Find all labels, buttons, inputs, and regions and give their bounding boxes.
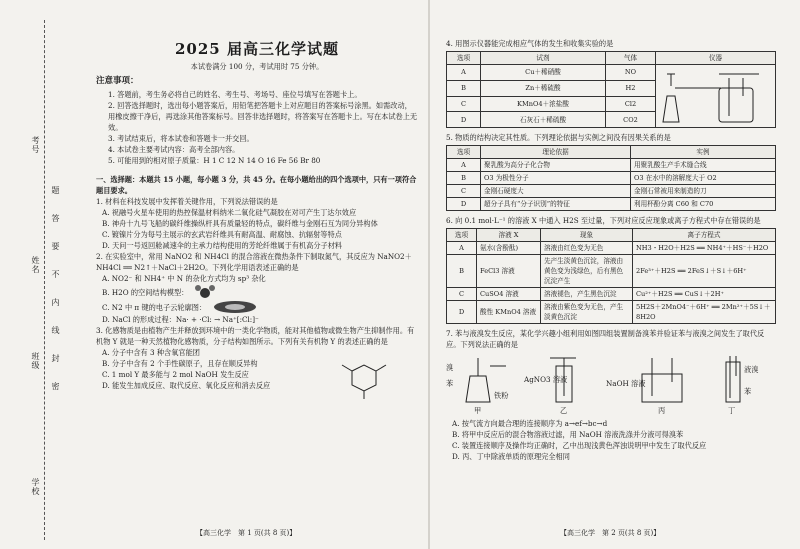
warn-7: 封 (51, 354, 60, 363)
note-4: 4. 本试卷主要考试内容：高考全部内容。 (108, 145, 240, 154)
notes-list (96, 89, 418, 166)
binding-margin (0, 0, 58, 549)
gas-apparatus-icon (659, 66, 769, 126)
q6-header: 溶液 X (477, 229, 541, 242)
name-label: 姓名 (31, 256, 40, 274)
school-label: 学校 (31, 478, 40, 496)
warn-5: 内 (51, 298, 60, 307)
table-row: A 聚乳酸为高分子化合物 用聚乳酸生产手术缝合线 (447, 159, 776, 172)
right-page (446, 38, 776, 462)
table-row: B Zn＋稀硫酸 H2 (447, 80, 776, 96)
warn-2: 答 (51, 214, 60, 223)
q7-stem: 7. 苯与液溴发生反应，某化学兴趣小组利用如图四组装置制备溴苯并验证苯与液溴之间发生了取代反应。下列说法正确的是 (446, 329, 765, 349)
exam-no-label: 考号 (31, 136, 40, 154)
pi-bond-cloud-icon (212, 300, 258, 314)
q1-option-c: C. 镀镍片分为每号主展示的玄武岩纤维具有耐高温、耐腐蚀、抗辐射等特点 (102, 230, 342, 239)
table-row: A Cu＋稀硝酸 NO (447, 65, 776, 81)
device-text-liquid-bromine: 液溴 (744, 365, 759, 374)
label-jia: 甲 (474, 406, 482, 415)
q3-option-b: B. 分子中含有 2 个手性碳原子，且存在顺反异构 (102, 359, 258, 368)
q5-header: 理论依据 (481, 146, 631, 159)
q7-apparatus (446, 352, 776, 416)
q4-header: 气体 (606, 52, 656, 65)
label-ding: 丁 (728, 406, 736, 415)
q2-option-c: C. N2 中 π 键的电子云轮廓图： (102, 302, 207, 312)
footer-left: 【高三化学 第 1 页(共 8 页)】 (196, 529, 297, 537)
q7-option-c: C. 装置连接顺序及操作均正确时，乙中出现浅黄色浑浊说明甲中发生了取代反应 (452, 441, 707, 450)
question-3 (96, 325, 418, 391)
warn-8: 密 (51, 382, 60, 391)
q3-option-c: C. 1 mol Y 最多能与 2 mol NaOH 发生反应 (102, 370, 249, 379)
footer-right: 【高三化学 第 2 页(共 8 页)】 (560, 529, 661, 537)
exam-info: 本试卷满分 100 分，考试用时 75 分钟。 (190, 62, 324, 71)
q7-option-b: B. 将甲中反应后的混合物溶液过滤，用 NaOH 溶液洗涤并分液可得溴苯 (452, 430, 684, 439)
table-row: B O3 为极性分子 O3 在水中的溶解度大于 O2 (447, 172, 776, 185)
q6-stem: 6. 向 0.1 mol·L⁻¹ 的溶液 X 中通入 H2S 至过量，下列对应反应现象或离子方程式中存在错误的是 (446, 216, 761, 225)
q6-header: 选项 (447, 229, 477, 242)
table-row: D 石灰石＋稀硫酸 CO2 (447, 112, 776, 128)
q6-table (446, 228, 776, 324)
page-fold (428, 0, 430, 549)
device-text-benzene-2: 苯 (744, 387, 752, 396)
q4-header: 选项 (447, 52, 481, 65)
apparatus-cell (656, 65, 776, 128)
molecule-y-structure-icon (332, 363, 392, 403)
question-1 (96, 196, 418, 251)
warn-3: 要 (51, 242, 60, 251)
q1-stem: 1. 材料在科技发展中发挥着关键作用，下列说法错误的是 (96, 197, 278, 206)
q2-stem: 2. 在实验室中，常用 NaNO2 和 NH4Cl 的混合溶液在微热条件下制取氮气，其反应为 NaNO2＋NH4Cl ══ N2↑＋NaCl＋2H2O。下列化学用语表述正确的是 (96, 252, 412, 272)
q1-option-b: B. 神舟十九号飞船的碳纤维操纵杆具有质量轻的特点，碳纤维与金刚石互为同分异构体 (102, 219, 378, 228)
class-label: 班级 (31, 352, 40, 370)
seal-line (44, 20, 45, 540)
q4-table (446, 51, 776, 128)
q4-stem: 4. 用图示仪器能完成相应气体的发生和收集实验的是 (446, 39, 614, 48)
label-yi: 乙 (560, 406, 568, 415)
note-1: 1. 答题前，考生务必将自己的姓名、考生号、考场号、座位号填写在答题卡上。 (108, 90, 362, 99)
q5-header: 实例 (631, 146, 776, 159)
device-text-naoh: NaOH 溶液 (606, 379, 646, 388)
q1-option-a: A. 祝融号火星车使用的热控保温材料纳米二氧化硅气凝胶在对可产生丁达尔效应 (102, 208, 357, 217)
q4-header: 试剂 (481, 52, 606, 65)
water-model-icon (194, 284, 216, 300)
notes-heading: 注意事项： (96, 76, 139, 86)
q3-option-d: D. 能发生加成反应、取代反应、氧化反应和消去反应 (102, 381, 271, 390)
table-row: D 酸性 KMnO4 溶液 溶液由紫色变为无色，产生淡黄色沉淀 5H2S＋2MnO4⁻＋6H⁺ ══ 2Mn²⁺＋5S↓＋8H2O (447, 301, 776, 324)
q6-header: 离子方程式 (633, 229, 776, 242)
exam-title: 2025 届高三化学试题 (175, 40, 339, 58)
label-bing: 丙 (658, 406, 666, 415)
warn-6: 线 (51, 326, 60, 335)
table-row: C CuSO4 溶液 溶液褪色，产生黑色沉淀 Cu²⁺＋H2S ══ CuS↓＋2H⁺ (447, 288, 776, 301)
q7-option-a: A. 按气流方向最合理的连接顺序为 a→ef→bc→d (452, 419, 608, 428)
q5-table (446, 145, 776, 211)
warn-4: 不 (51, 270, 60, 279)
table-row: A 氨水(含酚酞) 溶液由红色变为无色 NH3・H2O＋H2S ══ NH4⁺＋HS⁻＋H2O (447, 242, 776, 255)
table-row: B FeCl3 溶液 先产生淡黄色沉淀，溶液由黄色变为浅绿色，后有黑色沉淀产生 2Fe³⁺＋H2S ══ 2FeS↓＋S↓＋6H⁺ (447, 255, 776, 288)
q2-option-d: D. NaCl 的形成过程：Na· + ·Cl: → Na⁺[:Cl:]⁻ (102, 315, 259, 324)
warn-1: 题 (51, 186, 60, 195)
table-row: C 金刚石硬度大 金刚石常被用来制造的刀 (447, 185, 776, 198)
note-3: 3. 考试结束后，将本试卷和答题卡一并交回。 (108, 134, 254, 143)
q3-stem: 3. 化感物质是由植物产生并释放到环境中的一类化学物质，能对其他植物或微生物产生抑制作用。有机物 Y 就是一种天然植物化感物质，分子结构如图所示。下列有关有机物 Y 的表述正确的是 (96, 326, 415, 346)
table-row: D 超分子具有“分子识别”的特征 利用杯酚分离 C60 和 C70 (447, 198, 776, 211)
device-text-bromine: 溴 (446, 363, 454, 372)
q6-header: 现象 (541, 229, 633, 242)
table-row: C KMnO4＋浓盐酸 Cl2 (447, 96, 776, 112)
q1-option-d: D. 天问一号返回舱减速伞的主承力结构使用的芳纶纤维属于有机高分子材料 (102, 241, 343, 250)
question-2 (96, 251, 418, 325)
left-page (96, 40, 418, 391)
q2-option-a: A. NO2⁻ 和 NH4⁺ 中 N 的杂化方式均为 sp³ 杂化 (102, 274, 266, 283)
q5-stem: 5. 物质的结构决定其性质。下列理论依据与实例之间没有因果关系的是 (446, 133, 671, 142)
device-text-iron: 铁粉 (494, 391, 509, 400)
q4-header: 仪器 (656, 52, 776, 65)
note-2: 2. 回答选择题时，选出每小题答案后，用铅笔把答题卡上对应题目的答案标号涂黑。如需改动，用橡皮擦干净后，再选涂其他答案标号。回答非选择题时，将答案写在答题卡上。写在本试卷上无效。 (108, 101, 418, 132)
q2-option-b: B. H2O 的空间结构模型： (102, 287, 189, 297)
q5-header: 选项 (447, 146, 481, 159)
q3-option-a: A. 分子中含有 3 种含氧官能团 (102, 348, 200, 357)
section-1-heading: 一、选择题：本题共 15 小题，每小题 3 分，共 45 分。在每小题给出的四个选项中，只有一项符合题目要求。 (96, 175, 417, 195)
q7-option-d: D. 丙、丁中除液单质的原理完全相同 (452, 452, 570, 461)
device-text-agno3: AgNO3 溶液 (524, 375, 568, 384)
note-5: 5. 可能用到的相对原子质量：H 1 C 12 N 14 O 16 Fe 56 Br 80 (108, 156, 321, 165)
device-text-benzene: 苯 (446, 379, 454, 388)
